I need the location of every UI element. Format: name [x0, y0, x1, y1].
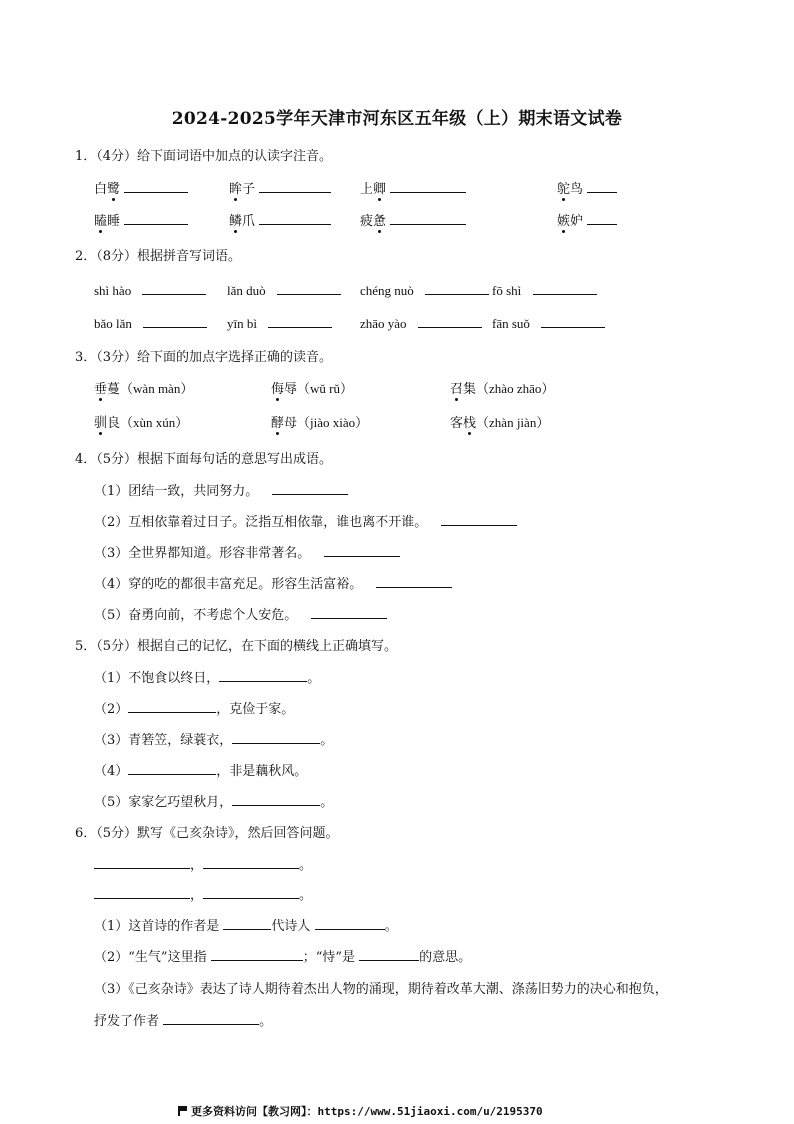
answer-blank[interactable] — [277, 282, 341, 295]
question-4-item: （1）团结一致，共同努力。 — [94, 480, 348, 499]
answer-blank[interactable] — [203, 886, 299, 899]
question-2-item — [360, 315, 482, 332]
page-title: 2024-2025学年天津市河东区五年级（上）期末语文试卷 — [171, 109, 623, 129]
question-1-prompt: 1．（4分）给下面词语中加点的认读字注音。 — [75, 149, 333, 164]
dotted-char: 召 — [450, 378, 463, 397]
dotted-char: 瞌 — [94, 210, 107, 229]
poem-line-1: ， 。 — [94, 854, 312, 873]
question-3-item — [450, 412, 549, 431]
answer-blank[interactable] — [163, 1012, 259, 1025]
dotted-char: 垂 — [94, 378, 107, 397]
answer-blank[interactable] — [268, 315, 332, 328]
pinyin-options: （jiào xiào） — [297, 415, 369, 430]
question-1-item — [94, 178, 188, 197]
answer-blank[interactable] — [311, 606, 387, 619]
question-3-item — [271, 378, 353, 397]
word: 瞌睡 — [94, 214, 120, 229]
question-6-sub-3-cont: 抒发了作者 。 — [94, 1014, 273, 1029]
question-2-prompt: 2．（8分）根据拼音写词语。 — [75, 249, 242, 264]
word: 上卿 — [360, 182, 386, 197]
dotted-char: 栈 — [463, 412, 476, 431]
question-5-item: （5）家家乞巧望秋月， 。 — [94, 795, 334, 810]
answer-blank[interactable] — [390, 180, 466, 193]
word: 酵母 — [271, 416, 297, 431]
answer-blank[interactable] — [143, 315, 207, 328]
dotted-char: 鳞 — [229, 210, 242, 229]
question-5-prompt: 5．（5分）根据自己的记忆，在下面的横线上正确填写。 — [75, 639, 398, 654]
answer-blank[interactable] — [128, 762, 216, 775]
dotted-char: 眸 — [229, 178, 242, 197]
answer-blank[interactable] — [124, 180, 188, 193]
question-4-item: （2）互相依靠着过日子。泛指互相依靠，谁也离不开谁。 — [94, 511, 517, 530]
pinyin-options: （wǔ rǔ） — [297, 381, 353, 396]
question-6-sub-3: （3）《己亥杂诗》表达了诗人期待着杰出人物的涌现，期待着改革大潮、涤荡旧势力的决心和抱负， — [94, 982, 668, 997]
question-1-item — [229, 210, 331, 229]
dotted-char: 鸵 — [557, 178, 570, 197]
question-1-item — [360, 210, 466, 229]
dotted-char: 驯 — [94, 412, 107, 431]
question-5-item: （3）青箬笠，绿蓑衣， 。 — [94, 733, 334, 748]
question-5-item: （4） ，非是藕秋风。 — [94, 764, 308, 779]
answer-blank[interactable] — [128, 700, 216, 713]
word: 鳞爪 — [229, 214, 255, 229]
answer-blank[interactable] — [587, 180, 617, 193]
pinyin-options: （xùn xún） — [120, 415, 189, 430]
question-2-item — [492, 315, 605, 332]
question-5-item: （2） ，克俭于家。 — [94, 702, 295, 717]
answer-blank[interactable] — [94, 856, 190, 869]
question-2-item — [227, 282, 341, 299]
word: 驯良 — [94, 416, 120, 431]
word: 鸵鸟 — [557, 182, 583, 197]
question-6-sub-1: （1）这首诗的作者是 代诗人 。 — [94, 919, 398, 934]
pinyin: yīn bì — [227, 316, 257, 331]
question-2-item — [227, 315, 332, 332]
pinyin-options: （zhào zhāo） — [476, 381, 555, 396]
pinyin: bǎo lǎn — [94, 316, 132, 331]
question-1-item — [360, 178, 466, 197]
poem-line-2: ， 。 — [94, 884, 312, 903]
word: 侮辱 — [271, 382, 297, 397]
dotted-char: 卿 — [373, 178, 386, 197]
pinyin-options: （wàn màn） — [120, 381, 194, 396]
question-1-item — [557, 210, 617, 229]
pinyin: chéng nuò — [360, 283, 414, 298]
question-4-prompt: 4．（5分）根据下面每句话的意思写出成语。 — [75, 452, 333, 467]
answer-blank[interactable] — [203, 856, 299, 869]
answer-blank[interactable] — [124, 212, 188, 225]
answer-blank[interactable] — [315, 917, 385, 930]
answer-blank[interactable] — [259, 180, 331, 193]
pinyin: fō shì — [492, 283, 522, 298]
answer-blank[interactable] — [223, 917, 271, 930]
answer-blank[interactable] — [259, 212, 331, 225]
answer-blank[interactable] — [441, 513, 517, 526]
answer-blank[interactable] — [587, 212, 617, 225]
answer-blank[interactable] — [425, 282, 489, 295]
answer-blank[interactable] — [94, 886, 190, 899]
answer-blank[interactable] — [376, 575, 452, 588]
pinyin-options: （zhàn jiàn） — [476, 415, 550, 430]
answer-blank[interactable] — [541, 315, 605, 328]
question-6-prompt: 6．（5分）默写《己亥杂诗》，然后回答问题。 — [75, 826, 339, 841]
answer-blank[interactable] — [359, 948, 419, 961]
question-3-item — [450, 378, 554, 397]
word: 眸子 — [229, 182, 255, 197]
answer-blank[interactable] — [219, 669, 307, 682]
pinyin: zhāo yào — [360, 316, 407, 331]
answer-blank[interactable] — [533, 282, 597, 295]
pinyin: lǎn duò — [227, 283, 266, 298]
question-1-item — [557, 178, 617, 197]
question-2-item — [94, 315, 207, 332]
answer-blank[interactable] — [142, 282, 206, 295]
answer-blank[interactable] — [272, 482, 348, 495]
answer-blank[interactable] — [324, 544, 400, 557]
pinyin: fān suǒ — [492, 316, 530, 331]
flag-icon — [178, 1106, 187, 1116]
dotted-char: 嫉 — [557, 210, 570, 229]
dotted-char: 酵 — [271, 412, 284, 431]
dotted-char: 侮 — [271, 378, 284, 397]
question-4-item: （3）全世界都知道。形容非常著名。 — [94, 542, 400, 561]
question-4-item: （4）穿的吃的都很丰富充足。形容生活富裕。 — [94, 573, 452, 592]
word: 垂蔓 — [94, 382, 120, 397]
footer-link[interactable]: 更多资料访问【教习网】：https://www.51jiaoxi.com/u/2195370 — [178, 1103, 543, 1119]
word: 白鹭 — [94, 182, 120, 197]
dotted-char: 鹭 — [107, 178, 120, 197]
word: 召集 — [450, 382, 476, 397]
word: 客栈 — [450, 416, 476, 431]
question-1-item — [94, 210, 188, 229]
answer-blank[interactable] — [211, 948, 303, 961]
question-2-item — [492, 282, 597, 299]
question-2-item — [94, 282, 206, 299]
question-3-item — [271, 412, 368, 431]
word: 疲惫 — [360, 214, 386, 229]
answer-blank[interactable] — [232, 793, 320, 806]
answer-blank[interactable] — [418, 315, 482, 328]
question-3-item — [94, 378, 193, 397]
question-4-item: （5）奋勇向前，不考虑个人安危。 — [94, 604, 387, 623]
question-2-item — [360, 282, 489, 299]
question-6-sub-2: （2）“生气”这里指 ；“恃”是 的意思。 — [94, 950, 472, 965]
question-3-prompt: 3．（3分）给下面的加点字选择正确的读音。 — [75, 350, 333, 365]
answer-blank[interactable] — [390, 212, 466, 225]
pinyin: shì hào — [94, 283, 132, 298]
word: 嫉妒 — [557, 214, 583, 229]
answer-blank[interactable] — [232, 731, 320, 744]
question-3-item — [94, 412, 188, 431]
question-1-item — [229, 178, 331, 197]
dotted-char: 惫 — [373, 210, 386, 229]
question-5-item: （1）不饱食以终日， 。 — [94, 671, 321, 686]
